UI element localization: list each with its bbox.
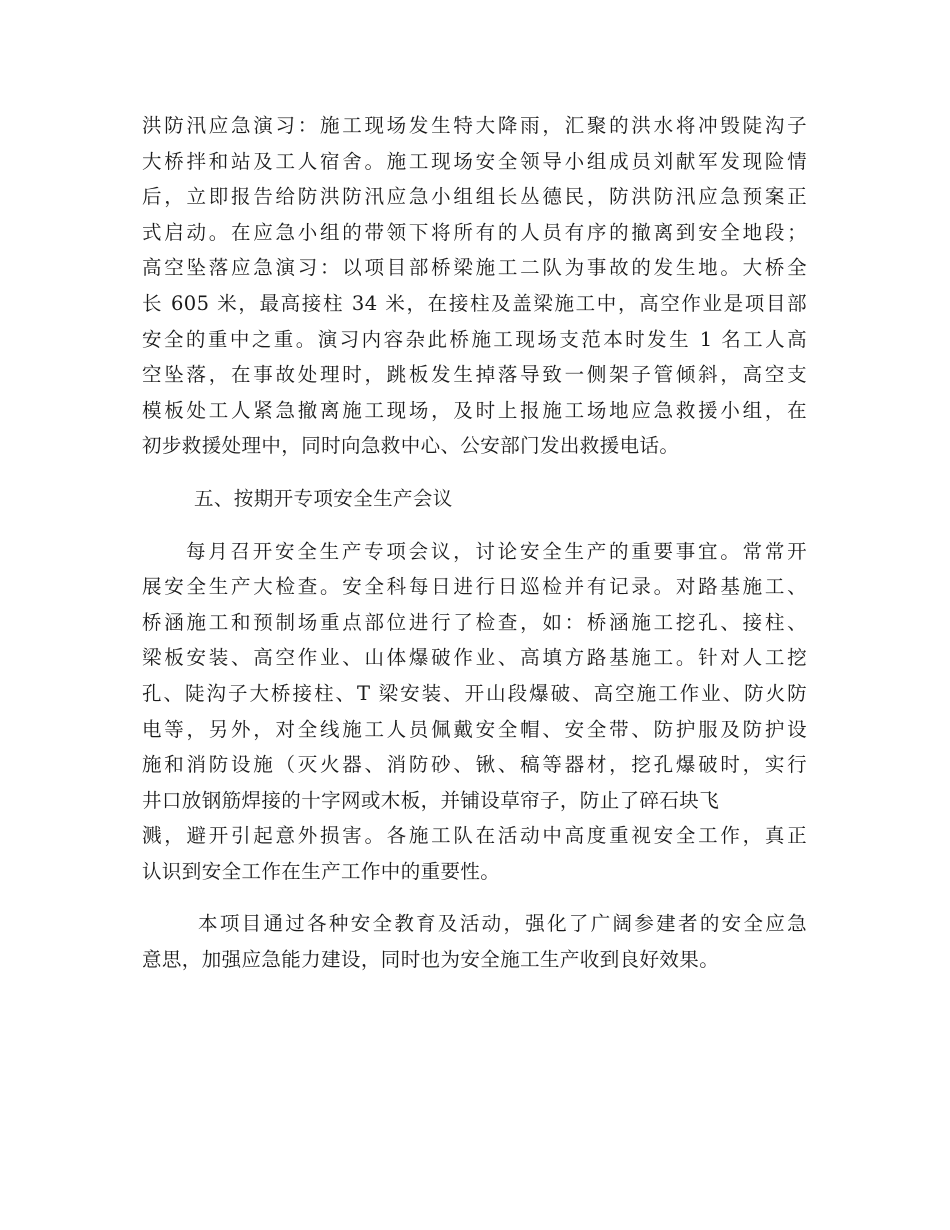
text-line: 认识到安全工作在生产工作中的重要性。 — [142, 859, 501, 883]
text-line: 洪防汛应急演习：施工现场发生特大降雨，汇聚的洪水将冲毁陡沟子 — [142, 114, 807, 137]
section-heading-text: 五、按期开专项安全生产会议 — [194, 486, 453, 510]
text-line: 高空坠落应急演习：以项目部桥梁施工二队为事故的发生地。大桥全 — [142, 256, 807, 280]
text-line: 溅，避开引起意外损害。各施工队在活动中高度重视安全工作，真正 — [142, 824, 807, 848]
text-line: 模板处工人紧急撤离施工现场，及时上报施工场地应急救援小组，在 — [142, 398, 807, 422]
text-line: 施和消防设施（灭火器、消防砂、锹、稿等器材，挖孔爆破时，实行 — [142, 753, 807, 777]
text-line: 初步救援处理中，同时向急救中心、公安部门发出救援电话。 — [142, 434, 680, 458]
text-line: 本项目通过各种安全教育及活动，强化了广阔参建者的安全应急 — [198, 912, 807, 936]
text-line: 桥涵施工和预制场重点部位进行了检查，如：桥涵施工挖孔、接柱、 — [142, 610, 807, 634]
section-heading — [142, 481, 807, 517]
text-line: 电等，另外，对全线施工人员佩戴安全帽、安全带、防护服及防护设 — [142, 717, 807, 741]
paragraph-conclusion — [142, 906, 807, 977]
text-line: 后，立即报告给防洪防汛应急小组组长丛德民，防洪防汛应急预案正 — [142, 185, 807, 209]
paragraph-emergency-drills — [142, 108, 807, 464]
text-line: 大桥拌和站及工人宿舍。施工现场安全领导小组成员刘献军发现险情 — [142, 149, 807, 173]
text-line: 式启动。在应急小组的带领下将所有的人员有序的撤离到安全地段； — [142, 220, 807, 244]
text-line: 意思，加强应急能力建设，同时也为安全施工生产收到良好效果。 — [142, 948, 720, 972]
text-line: 每月召开安全生产专项会议，讨论安全生产的重要事宜。常常开 — [186, 539, 807, 563]
text-line: 梁板安装、高空作业、山体爆破作业、高填方路基施工。针对人工挖 — [142, 646, 807, 670]
text-line: 长 605 米，最高接柱 34 米，在接柱及盖梁施工中，高空作业是项目部 — [142, 291, 807, 315]
text-line: 展安全生产大检查。安全科每日进行日巡检并有记录。对路基施工、 — [142, 575, 807, 599]
document-body — [142, 108, 807, 978]
text-line: 安全的重中之重。演习内容杂此桥施工现场支范本时发生 1 名工人高 — [142, 327, 807, 351]
text-line: 井口放钢筋焊接的十字网或木板，并铺设草帘子，防止了碎石块飞 — [142, 788, 720, 812]
text-line: 孔、陡沟子大桥接柱、T 梁安装、开山段爆破、高空施工作业、防火防 — [142, 681, 807, 705]
paragraph-safety-meetings — [142, 534, 807, 890]
text-line: 空坠落，在事故处理时，跳板发生掉落导致一侧架子管倾斜，高空支 — [142, 363, 807, 387]
